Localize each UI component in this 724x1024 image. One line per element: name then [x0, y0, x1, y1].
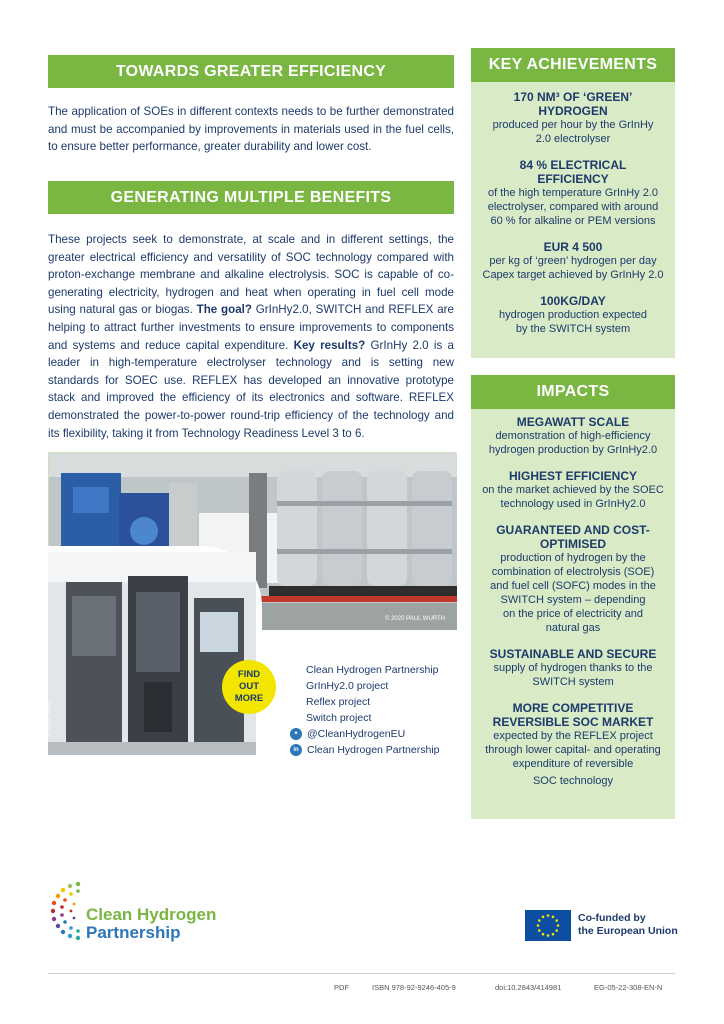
impact-item: HIGHEST EFFICIENCY on the market achieved by the SOEC technology used in GrInHy2.0 — [482, 469, 664, 510]
eu-cofunded-text: Co-funded by the European Union — [578, 912, 678, 937]
lab-equipment-photo — [48, 546, 262, 755]
clean-hydrogen-logo-text: Clean Hydrogen Partnership — [86, 905, 217, 942]
section-title-efficiency: TOWARDS GREATER EFFICIENCY — [48, 55, 454, 88]
link-switch[interactable]: Switch project — [306, 712, 372, 724]
link-reflex[interactable]: Reflex project — [306, 696, 371, 708]
impact-item: SUSTAINABLE AND SECURE supply of hydrogen thanks to the SWITCH system — [489, 647, 657, 688]
link-linkedin[interactable]: in Clean Hydrogen Partnership — [290, 742, 440, 758]
inset-photo-credit: © CEA, 2020 — [46, 701, 52, 737]
twitter-icon: ✦ — [290, 728, 302, 740]
link-grinhy[interactable]: GrInHy2.0 project — [306, 680, 389, 692]
impacts-box — [471, 375, 675, 819]
footer-divider — [48, 973, 675, 974]
footer-isbn: ISBN 978-92-9246-405-9 — [372, 983, 456, 992]
achievement-item: 100KG/DAY hydrogen production expected by the SWITCH system — [499, 294, 647, 335]
impact-item: MEGAWATT SCALE demonstration of high-efficiency hydrogen production by GrInHy2.0 — [488, 415, 658, 456]
footer-code: EG-05-22-308-EN-N — [594, 983, 663, 992]
impact-item: MORE COMPETITIVE REVERSIBLE SOC MARKET expected by the REFLEX project through lower capital- and operating expenditure of reversible SOC technology — [485, 701, 661, 787]
impacts-title: IMPACTS — [471, 375, 675, 409]
find-out-more-links — [290, 662, 440, 758]
efficiency-paragraph: The application of SOEs in different contexts needs to be further demonstrated and must be accompanied by improvements in materials used in the fuel cells, to ensure better performance, greater durability and lower cost. — [48, 105, 454, 154]
linkedin-icon: in — [290, 744, 302, 756]
impact-item: GUARANTEED AND COST- OPTIMISED production of hydrogen by the combination of electrolysis (SOE) and fuel cell (SOFC) modes in the SWITCH system – depending on the price of electricity and natural gas — [490, 523, 656, 634]
key-achievements-box — [471, 48, 675, 358]
main-photo-credit: © 2020 PAUL WURTH — [385, 616, 445, 622]
key-achievements-title: KEY ACHIEVEMENTS — [471, 48, 675, 82]
link-twitter[interactable]: ✦ @CleanHydrogenEU — [290, 726, 440, 742]
benefits-paragraph: These projects seek to demonstrate, at scale and in different settings, the greater electrical efficiency and versatility of SOC technology compared with proton-exchange membrane and alkaline electrolysis. SOC is capable of co-generating electricity, hydrogen and heat when operating in fuel cell mode using natural gas or biogas. The goal? GrInHy2.0, SWITCH and REFLEX are helping to attract further investments to ensure improvements to components and systems and reduce capital expenditure. Key results? GrInHy 2.0 is a leader in high-temperature electrolyser technology and is setting new standards for SOEC use. REFLEX has developed an innovative prototype stack and improved the efficiency of its electronics and software. REFLEX demonstrated the power-to-power round-trip efficiency of the technology and its flexibility, taking it from Technology Readiness Level 3 to 6. — [48, 233, 454, 440]
footer-doi: doi:10.2843/414981 — [495, 983, 562, 992]
section-title-benefits: GENERATING MULTIPLE BENEFITS — [48, 181, 454, 214]
find-out-more-badge: FIND OUT MORE — [222, 660, 276, 714]
footer-format: PDF — [334, 983, 349, 992]
eu-flag-icon — [525, 910, 571, 941]
achievement-item: 170 NM³ OF ‘GREEN’ HYDROGEN produced per hour by the GrInHy 2.0 electrolyser — [492, 90, 654, 145]
link-clean-hydrogen[interactable]: Clean Hydrogen Partnership — [306, 664, 439, 676]
achievement-item: 84 % ELECTRICAL EFFICIENCY of the high temperature GrInHy 2.0 electrolyser, compared with around 60 % for alkaline or PEM versions — [487, 158, 659, 227]
achievement-item: EUR 4 500 per kg of ‘green’ hydrogen per day Capex target achieved by GrInHy 2.0 — [482, 240, 664, 281]
